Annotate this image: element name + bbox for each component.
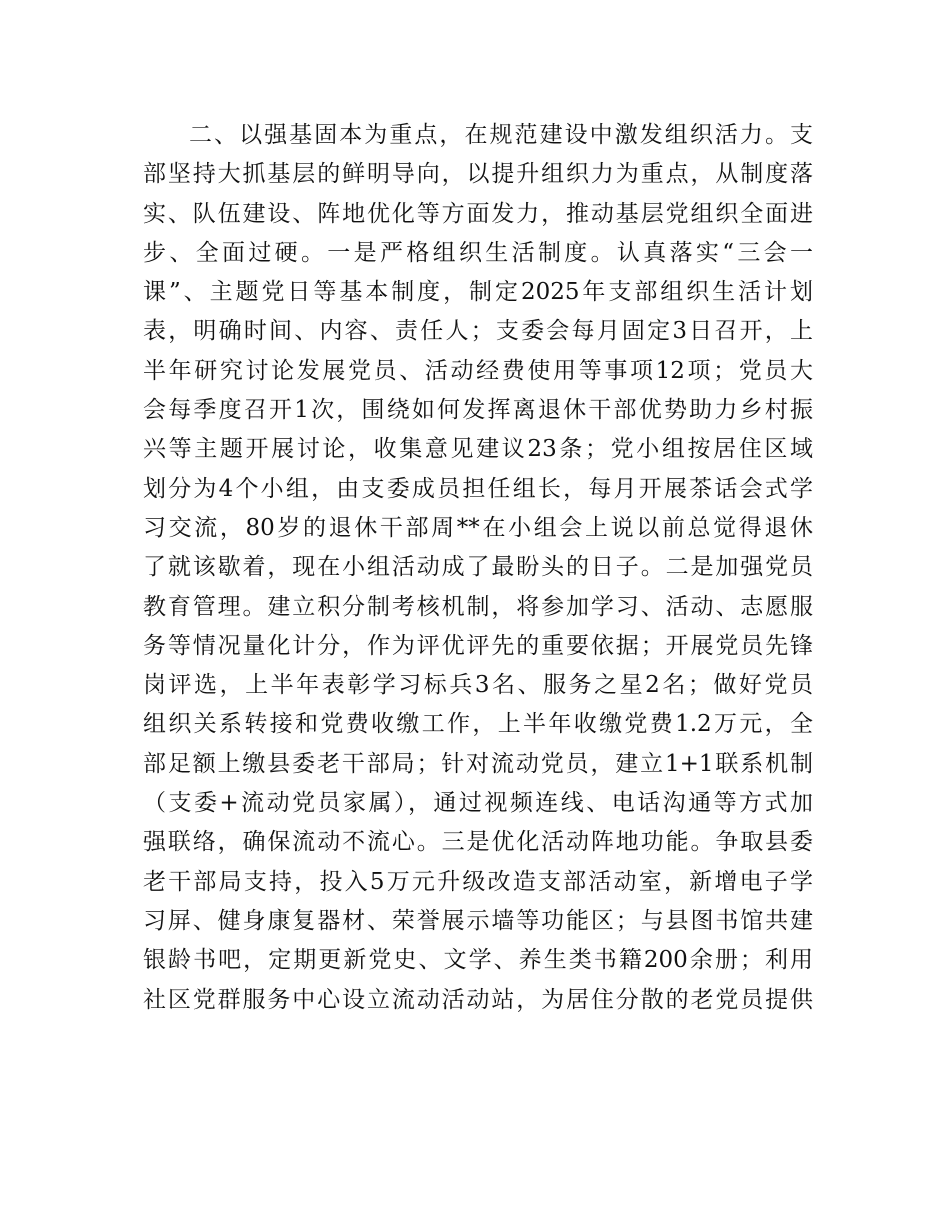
text-line: 步、全面过硬。一是严格组织生活制度。认真落实“三会一 <box>143 239 813 266</box>
text-line: 实、队伍建设、阵地优化等方面发力，推动基层党组织全面进 <box>143 200 813 227</box>
text-line: 老干部局支持，投入5万元升级改造支部活动室，新增电子学 <box>143 868 813 895</box>
text-line: 教育管理。建立积分制考核机制，将参加学习、活动、志愿服 <box>143 593 813 620</box>
text-line: 表，明确时间、内容、责任人；支委会每月固定3日召开，上 <box>143 318 813 345</box>
text-line: 习屏、健身康复器材、荣誉展示墙等功能区；与县图书馆共建 <box>143 907 813 934</box>
text-line: 二、以强基固本为重点，在规范建设中激发组织活力。支 <box>189 122 813 148</box>
text-line: 划分为4个小组，由支委成员担任组长，每月开展茶话会式学 <box>143 475 813 502</box>
text-line: 习交流，80岁的退休干部周**在小组会上说以前总觉得退休 <box>143 514 813 541</box>
text-line: 银龄书吧，定期更新党史、文学、养生类书籍200余册；利用 <box>143 947 813 974</box>
text-line: 会每季度召开1次，围绕如何发挥离退休干部优势助力乡村振 <box>143 397 813 424</box>
text-line: 务等情况量化计分，作为评优评先的重要依据；开展党员先锋 <box>143 632 813 659</box>
text-line: （支委+流动党员家属），通过视频连线、电话沟通等方式加 <box>143 790 813 817</box>
text-line: 课”、主题党日等基本制度，制定2025年支部组织生活计划 <box>143 279 813 306</box>
text-line: 了就该歇着，现在小组活动成了最盼头的日子。二是加强党员 <box>143 554 813 581</box>
text-line: 组织关系转接和党费收缴工作，上半年收缴党费1.2万元，全 <box>143 711 813 738</box>
text-line: 部坚持大抓基层的鲜明导向，以提升组织力为重点，从制度落 <box>143 161 813 188</box>
text-line: 岗评选，上半年表彰学习标兵3名、服务之星2名；做好党员 <box>143 672 813 699</box>
text-line: 部足额上缴县委老干部局；针对流动党员，建立1+1联系机制 <box>143 750 813 777</box>
text-line: 兴等主题开展讨论，收集意见建议23条；党小组按居住区域 <box>143 436 813 463</box>
text-line: 强联络，确保流动不流心。三是优化活动阵地功能。争取县委 <box>143 829 813 856</box>
body-paragraph <box>143 116 813 1020</box>
text-line: 社区党群服务中心设立流动活动站，为居住分散的老党员提供 <box>143 986 813 1013</box>
text-line: 半年研究讨论发展党员、活动经费使用等事项12项；党员大 <box>143 357 813 384</box>
